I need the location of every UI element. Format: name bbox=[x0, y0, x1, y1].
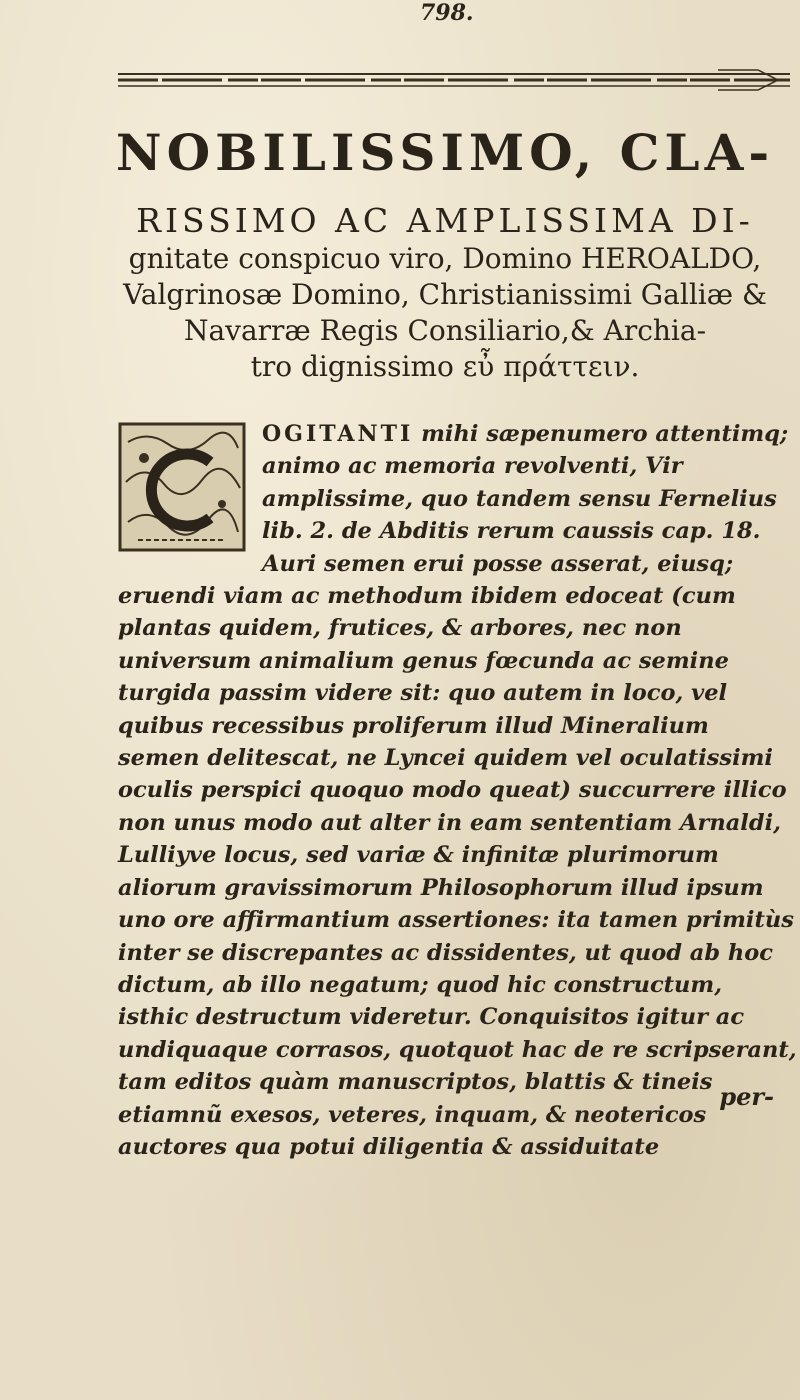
body-paragraph bbox=[118, 418, 798, 1163]
dedication-line-3: gnitate conspicuo viro, Domino HEROALDO, bbox=[128, 242, 762, 275]
dedication-line-4: Valgrinosæ Domino, Christianissimi Galliæ & bbox=[123, 278, 767, 311]
body-text: mihi sæpenumero attentimq; animo ac memoria revolventi, Vir amplissime, quo tandem sensu Fernelius lib. 2. de Abditis rerum caussis cap. 18. Auri semen erui posse asserat, eiusq; eruendi viam ac methodum ibidem edoceat (cum plantas quidem, frutices, & arbores, nec non universum animalium genus fœcunda ac semine turgida passim videre sit: quo autem in loco, vel quibus recessibus proliferum illud Mineralium semen delitescat, ne Lyncei quidem vel oculatissimi oculis perspici quoquo modo queat) succurrere illico non unus modo aut alter in eam sententiam Arnaldi, Lulliyve locus, sed variæ & infinitæ plurimorum aliorum gravissimorum Philosophorum illud ipsum uno ore affirmantium assertiones: ita tamen primitùs inter se discrepantes ac dissidentes, ut quod ab hoc dictum, ab illo negatum; quod hic constructum, isthic destructum videretur. Conquisitos igitur ac undiquaque corrasos, quotquot hac de re scripserant, tam editos quàm manuscriptos, blattis & tineis etiamnũ exesos, veteres, inquam, & neotericos auctores qua potui diligentia & assiduitate bbox=[118, 421, 797, 1160]
page-number: 798. bbox=[420, 0, 474, 26]
opening-word: OGITANTI bbox=[262, 421, 414, 447]
dedication-line-2: RISSIMO AC AMPLISSIMA DI- bbox=[136, 201, 754, 240]
ornate-letter-c-woodcut-icon bbox=[118, 422, 246, 552]
catchword: per- bbox=[719, 1082, 774, 1111]
dedication-line-6: tro dignissimo εὖ πράττειν. bbox=[250, 350, 640, 383]
printers-rule-ornament-icon bbox=[118, 66, 790, 92]
dedication-line-1: NOBILISSIMO, CLA- bbox=[115, 123, 775, 182]
dedication-line-5: Navarræ Regis Consiliario,& Archia- bbox=[183, 314, 707, 347]
dedication-heading bbox=[100, 110, 790, 381]
